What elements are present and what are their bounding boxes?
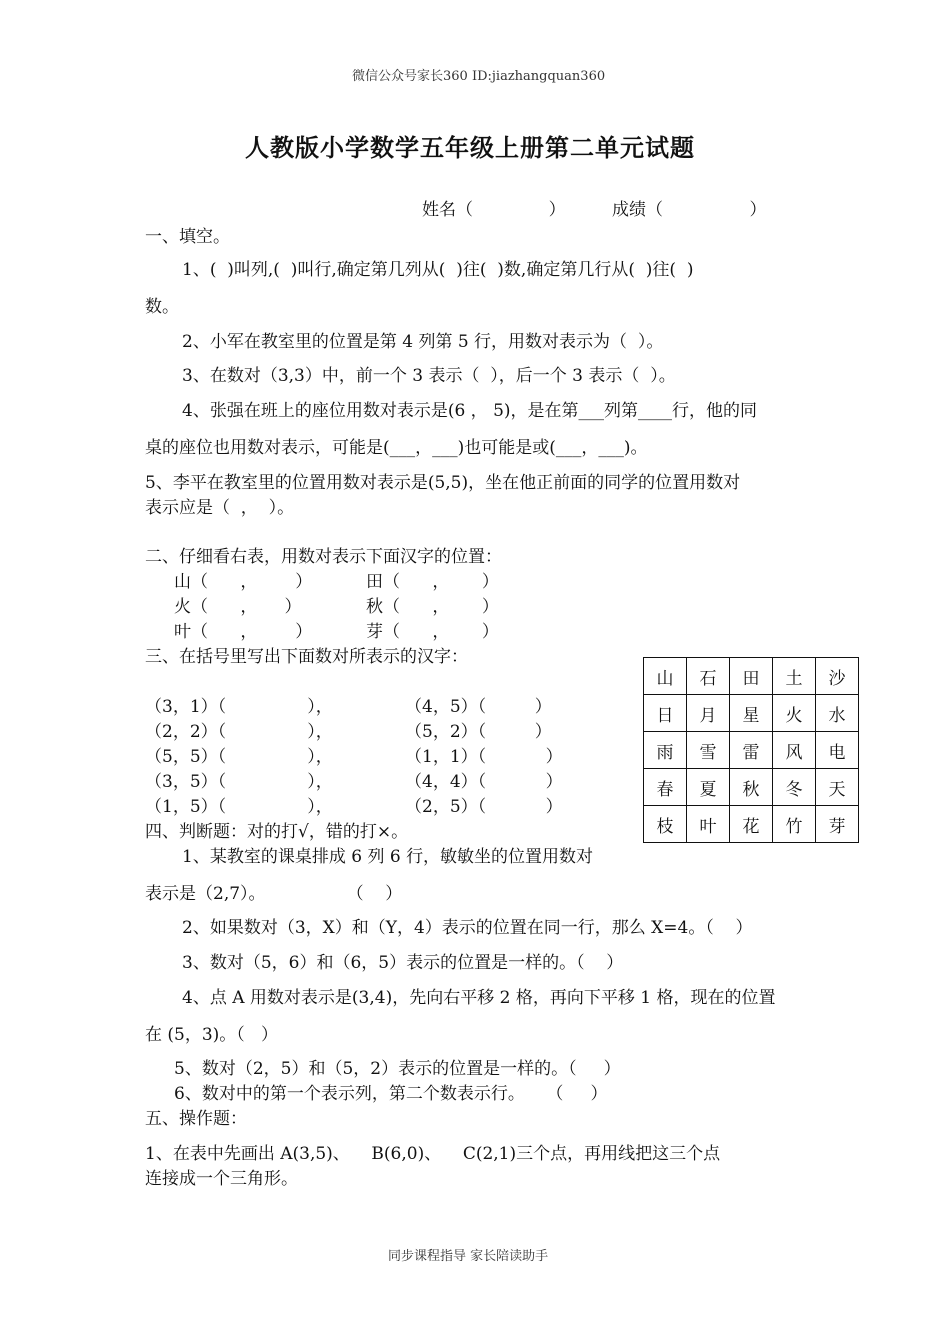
grid-cell: 星	[730, 695, 773, 732]
s5-q1-line1: 1、在表中先画出 A(3,5)、 B(6,0)、 C(2,1)三个点，再用线把这三个点	[145, 1144, 721, 1164]
grid-cell: 秋	[730, 769, 773, 806]
s2-item-shan: 山（ ， ）	[174, 572, 313, 592]
grid-cell: 夏	[687, 769, 730, 806]
grid-cell: 雨	[644, 732, 687, 769]
s3-row2-right: （5，2）（ ）	[405, 722, 552, 742]
s4-q4-line1: 4、点 A 用数对表示是(3,4)，先向右平移 2 格，再向下平移 1 格，现在的位置	[182, 988, 776, 1008]
section5-heading: 五、操作题：	[145, 1109, 247, 1129]
s3-row5-left: （1，5）（ ），	[145, 797, 333, 817]
grid-cell: 冬	[773, 769, 816, 806]
grid-row	[644, 695, 859, 732]
grid-cell: 电	[816, 732, 859, 769]
page-header: 微信公众号家长360 ID:jiazhangquan360	[352, 69, 606, 84]
grid-row	[644, 806, 859, 843]
grid-cell: 竹	[773, 806, 816, 843]
s3-row3-left: （5，5）（ ），	[145, 747, 333, 767]
character-grid	[643, 657, 859, 843]
s4-q1-line1: 1、某教室的课桌排成 6 列 6 行，敏敏坐的位置用数对	[182, 847, 594, 867]
s4-q6: 6、数对中的第一个表示列，第二个数表示行。 （ ）	[174, 1084, 608, 1104]
score-field: 成绩（ ）	[612, 200, 767, 220]
grid-cell: 天	[816, 769, 859, 806]
s3-row3-right: （1，1）（ ）	[405, 747, 563, 767]
s3-row1-left: （3，1）（ ），	[145, 697, 333, 717]
grid-cell: 水	[816, 695, 859, 732]
s2-item-tian: 田（ ， ）	[366, 572, 499, 592]
s3-row1-right: （4，5）（ ）	[405, 697, 552, 717]
s4-q4-line2: 在 (5，3)。（ ）	[145, 1025, 279, 1045]
grid-cell: 日	[644, 695, 687, 732]
grid-cell: 山	[644, 658, 687, 695]
grid-cell: 叶	[687, 806, 730, 843]
s4-q3: 3、数对（5，6）和（6，5）表示的位置是一样的。（ ）	[182, 953, 624, 973]
grid-cell: 田	[730, 658, 773, 695]
grid-row	[644, 732, 859, 769]
section3-heading: 三、在括号里写出下面数对所表示的汉字：	[145, 647, 468, 667]
grid-cell: 枝	[644, 806, 687, 843]
s3-row5-right: （2，5）（ ）	[405, 797, 563, 817]
grid-cell: 风	[773, 732, 816, 769]
grid-row	[644, 658, 859, 695]
s1-q3: 3、在数对（3,3）中，前一个 3 表示（ ），后一个 3 表示（ ）。	[182, 366, 676, 386]
s4-q2: 2、如果数对（3，X）和（Y，4）表示的位置在同一行，那么 X=4。（ ）	[182, 918, 753, 938]
page-title: 人教版小学数学五年级上册第二单元试题	[245, 133, 695, 162]
grid-cell: 雷	[730, 732, 773, 769]
grid-cell: 花	[730, 806, 773, 843]
s1-q1-line1: 1、( )叫列,( )叫行,确定第几列从( )往( )数,确定第几行从( )往( )	[182, 260, 694, 280]
grid-cell: 石	[687, 658, 730, 695]
s5-q1-line2: 连接成一个三角形。	[145, 1169, 298, 1189]
s1-q5-line2: 表示应是（ ， ）。	[145, 498, 295, 518]
s1-q5-line1: 5、李平在教室里的位置用数对表示是(5,5)，坐在他正前面的同学的位置用数对	[145, 473, 741, 493]
s1-q4-line1: 4、张强在班上的座位用数对表示是(6 ， 5)，是在第___列第____行，他的同	[182, 401, 758, 421]
grid-cell: 土	[773, 658, 816, 695]
page-footer: 同步课程指导 家长陪读助手	[388, 1249, 549, 1264]
s2-item-huo: 火（ ， ）	[174, 597, 302, 617]
s2-item-ya: 芽（ ， ）	[366, 622, 499, 642]
grid-row	[644, 769, 859, 806]
s2-item-qiu: 秋（ ， ）	[366, 597, 499, 617]
grid-cell: 沙	[816, 658, 859, 695]
s3-row4-left: （3，5）（ ），	[145, 772, 333, 792]
grid-cell: 月	[687, 695, 730, 732]
section4-heading: 四、判断题：对的打√，错的打×。	[145, 822, 409, 842]
s4-q1-line2: 表示是（2,7）。 （ ）	[145, 884, 403, 904]
grid-cell: 雪	[687, 732, 730, 769]
s1-q1-line2: 数。	[145, 297, 179, 317]
s1-q2: 2、小军在教室里的位置是第 4 列第 5 行，用数对表示为（ ）。	[182, 332, 664, 352]
grid-cell: 芽	[816, 806, 859, 843]
section1-heading: 一、填空。	[145, 227, 230, 247]
s1-q4-line2: 桌的座位也用数对表示，可能是(___，___)也可能是或(___，___)。	[145, 438, 648, 458]
name-field: 姓名（ ）	[422, 200, 566, 220]
grid-cell: 火	[773, 695, 816, 732]
s4-q5: 5、数对（2，5）和（5，2）表示的位置是一样的。（ ）	[174, 1059, 621, 1079]
s3-row4-right: （4，4）（ ）	[405, 772, 563, 792]
s2-item-ye: 叶（ ， ）	[174, 622, 313, 642]
s3-row2-left: （2，2）（ ），	[145, 722, 333, 742]
grid-cell: 春	[644, 769, 687, 806]
section2-heading: 二、仔细看右表，用数对表示下面汉字的位置：	[145, 547, 502, 567]
